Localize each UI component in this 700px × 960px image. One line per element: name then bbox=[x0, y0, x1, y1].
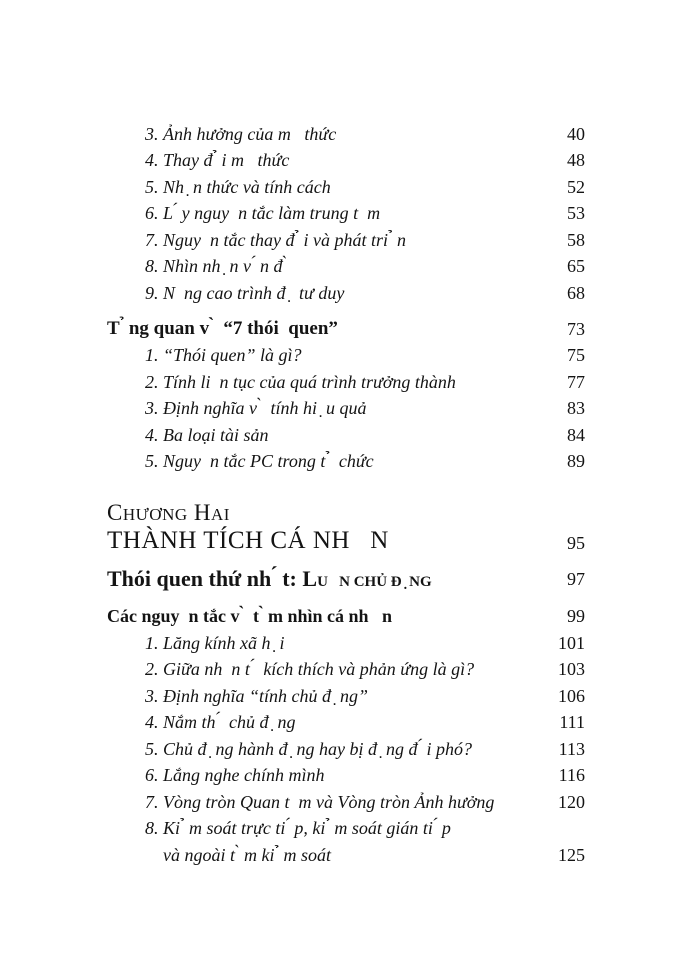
toc-entry-title: 4. Nắm th ́ chủ đ ̣ ng bbox=[145, 712, 296, 732]
toc-subsection-title: Các nguy n tắc v ̀ t ̀ m nhìn cá nh n bbox=[107, 606, 393, 626]
toc-entry-page: 111 bbox=[559, 712, 585, 732]
toc-entry-title: 3. Định nghĩa “tính chủ đ ̣ ng” bbox=[145, 686, 369, 706]
toc-entry-page: 77 bbox=[567, 372, 585, 392]
toc-entry bbox=[0, 174, 700, 200]
toc-section-heading bbox=[0, 316, 700, 342]
toc-entry-title: 5. Nguy n tắc PC trong t ̉ chức bbox=[145, 451, 374, 471]
habit-heading bbox=[0, 565, 700, 593]
toc-entry-page: 75 bbox=[567, 345, 585, 365]
toc-entry-page: 106 bbox=[558, 686, 585, 706]
toc-subsection-heading bbox=[0, 603, 700, 629]
toc-entry-title: 1. Lăng kính xã h ̣ i bbox=[145, 633, 285, 653]
toc-entry-page: 116 bbox=[558, 765, 585, 785]
chapter-label-h: H bbox=[187, 500, 212, 525]
toc-entry bbox=[0, 656, 700, 682]
toc-entry bbox=[0, 227, 700, 253]
toc-entry-title: và ngoài t ̀ m ki ̉ m soát bbox=[145, 845, 331, 865]
toc-entry bbox=[0, 630, 700, 656]
toc-entry-page: 58 bbox=[567, 230, 585, 250]
toc-entry-page: 52 bbox=[567, 177, 585, 197]
toc-entry bbox=[0, 789, 700, 815]
toc-entry-page: 53 bbox=[567, 203, 585, 223]
toc-entry-title: 4. Ba loại tài sản bbox=[145, 425, 269, 445]
toc-entry bbox=[0, 736, 700, 762]
toc-entry-title: 2. Giữa nh n t ́ kích thích và phản ứng là gì? bbox=[145, 659, 475, 679]
toc-entry bbox=[0, 253, 700, 279]
toc-subsection-page: 99 bbox=[567, 606, 585, 626]
chapter-page: 95 bbox=[567, 533, 585, 553]
toc-entry-title: 3. Ảnh hưởng của m thức bbox=[145, 124, 337, 144]
toc-entry-title: 5. Nh ̣ n thức và tính cách bbox=[145, 177, 331, 197]
toc-entry-page: 103 bbox=[558, 659, 585, 679]
toc-entry-title: 8. Ki ̉ m soát trực ti ́ p, ki ̉ m soát gián ti ́ p bbox=[145, 818, 451, 838]
toc-entry-title: 4. Thay đ ̉ i m thức bbox=[145, 150, 290, 170]
toc-entry bbox=[0, 369, 700, 395]
toc-entry-title: 6. L ́ y nguy n tắc làm trung t m bbox=[145, 203, 381, 223]
toc-entry bbox=[0, 200, 700, 226]
habit-title-prefix: Thói quen thứ nh ́ t: L bbox=[107, 566, 318, 591]
toc-entry-page: 101 bbox=[558, 633, 585, 653]
toc-entry-page: 65 bbox=[567, 256, 585, 276]
toc-entry-page: 84 bbox=[567, 425, 585, 445]
toc-entry-title: 5. Chủ đ ̣ ng hành đ ̣ ng hay bị đ ̣ ng đ ́ i phó? bbox=[145, 739, 472, 759]
toc-entry-title: 2. Tính li n tục của quá trình trưởng thành bbox=[145, 372, 456, 392]
toc-entry-title: 7. Vòng tròn Quan t m và Vòng tròn Ảnh hưởng bbox=[145, 792, 495, 812]
chapter-title: THÀNH TÍCH CÁ NH N bbox=[107, 527, 389, 554]
toc-entry bbox=[0, 342, 700, 368]
toc-entry bbox=[0, 395, 700, 421]
toc-section-title: T ̉ ng quan v ̀ “7 thói quen” bbox=[107, 318, 338, 339]
toc-entry-page: 89 bbox=[567, 451, 585, 471]
chapter-label-c: C bbox=[107, 500, 123, 525]
toc-entry bbox=[0, 448, 700, 474]
toc-entry bbox=[0, 709, 700, 735]
toc-entry-title: 8. Nhìn nh ̣ n v ́ n đ ̀ bbox=[145, 256, 287, 276]
toc-section-page: 73 bbox=[567, 319, 585, 339]
toc-entry bbox=[0, 280, 700, 306]
habit-title-smallcaps: U N CHỦ Đ ̣ NG bbox=[317, 574, 432, 590]
toc-entry-page: 113 bbox=[558, 739, 585, 759]
toc-entry-page: 125 bbox=[558, 845, 585, 865]
toc-entry bbox=[0, 815, 700, 841]
toc-entry bbox=[0, 121, 700, 147]
toc-entry bbox=[0, 762, 700, 788]
chapter-title-row bbox=[0, 526, 700, 558]
toc-entry-page: 120 bbox=[558, 792, 585, 812]
chapter-label-huong: HƯƠNG bbox=[122, 505, 188, 524]
toc-entry bbox=[0, 422, 700, 448]
chapter-label bbox=[107, 500, 230, 528]
habit-page: 97 bbox=[567, 569, 585, 589]
toc-entry-title: 1. “Thói quen” là gì? bbox=[145, 345, 302, 365]
toc-entry-continuation bbox=[0, 842, 700, 868]
toc-entry-page: 48 bbox=[567, 150, 585, 170]
habit-title bbox=[107, 565, 432, 596]
toc-entry-page: 68 bbox=[567, 283, 585, 303]
toc-entry-title: 7. Nguy n tắc thay đ ̉ i và phát tri ̉ n bbox=[145, 230, 406, 250]
chapter-label-ai: AI bbox=[211, 505, 230, 524]
toc-entry-title: 6. Lắng nghe chính mình bbox=[145, 765, 325, 785]
toc-entry-title: 9. N ng cao trình đ ̣ tư duy bbox=[145, 283, 345, 303]
toc-entry bbox=[0, 683, 700, 709]
toc-entry bbox=[0, 147, 700, 173]
toc-entry-page: 83 bbox=[567, 398, 585, 418]
toc-entry-page: 40 bbox=[567, 124, 585, 144]
toc-entry-title: 3. Định nghĩa v ̀ tính hi ̣ u quả bbox=[145, 398, 367, 418]
